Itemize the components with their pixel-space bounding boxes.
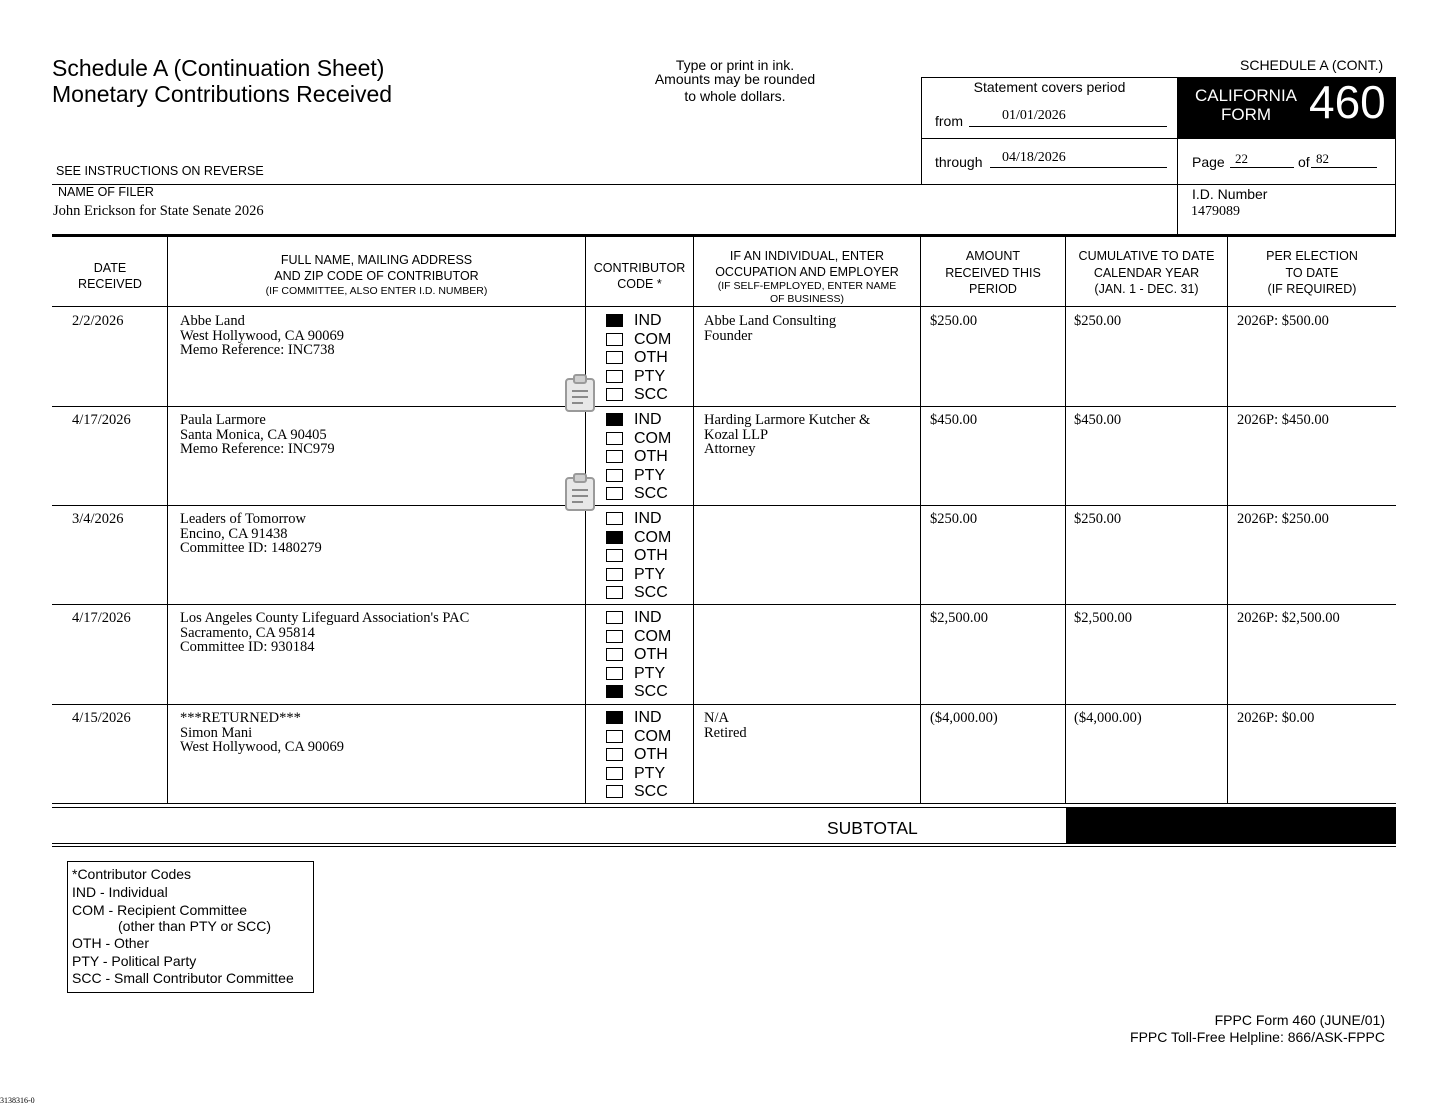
checkbox[interactable] (606, 370, 623, 383)
code-option-oth[interactable]: OTH (606, 546, 686, 565)
page-label: Page (1192, 154, 1225, 170)
row-per-election[interactable]: 2026P: $2,500.00 (1237, 610, 1340, 626)
row-per-election[interactable]: 2026P: $450.00 (1237, 412, 1329, 428)
checkbox[interactable] (606, 611, 623, 624)
checkbox-checked[interactable] (606, 711, 623, 724)
row-cumulative[interactable]: $250.00 (1074, 511, 1122, 527)
subtotal-blackout (1066, 808, 1396, 843)
code-option-ind[interactable]: IND (606, 311, 686, 330)
row-contributor[interactable]: Los Angeles County Lifeguard Association's PAC Sacramento, CA 95814 Committee ID: 930184 (180, 610, 470, 655)
code-option-com[interactable]: COM (606, 627, 686, 646)
code-option-com[interactable]: COM (606, 528, 686, 547)
code-option-ind[interactable]: IND (606, 509, 686, 528)
checkbox[interactable] (606, 767, 623, 780)
row-occupation[interactable]: Abbe Land Consulting Founder (704, 313, 837, 344)
checkbox[interactable] (606, 648, 623, 661)
code-option-com[interactable]: COM (606, 330, 686, 349)
checkbox[interactable] (606, 730, 623, 743)
form-subtitle: Monetary Contributions Received (52, 81, 393, 107)
checkbox[interactable] (606, 568, 623, 581)
contributor-code-group[interactable] (606, 608, 686, 701)
contributor-code-group[interactable] (606, 708, 686, 801)
code-option-pty[interactable]: PTY (606, 764, 686, 783)
row-amount[interactable]: $450.00 (930, 412, 978, 428)
contributor-code-group[interactable] (606, 311, 686, 404)
row-cumulative[interactable]: $2,500.00 (1074, 610, 1132, 626)
checkbox[interactable] (606, 748, 623, 761)
code-option-pty[interactable]: PTY (606, 367, 686, 386)
checkbox[interactable] (606, 450, 623, 463)
contributor-code-group[interactable] (606, 509, 686, 602)
header-cumulative: CUMULATIVE TO DATE CALENDAR YEAR (JAN. 1 - DEC. 31) (1078, 249, 1215, 296)
code-option-oth[interactable]: OTH (606, 348, 686, 367)
row-occupation[interactable]: N/A Retired (704, 710, 747, 741)
row-occupation[interactable]: Harding Larmore Kutcher & Kozal LLP Attorney (704, 412, 871, 457)
row-per-election[interactable]: 2026P: $500.00 (1237, 313, 1329, 329)
code-option-oth[interactable]: OTH (606, 745, 686, 764)
schedule-label: SCHEDULE A (CONT.) (1240, 57, 1384, 73)
document-id: 3138316-0 (0, 1096, 35, 1105)
checkbox[interactable] (606, 785, 623, 798)
header-occupation: IF AN INDIVIDUAL, ENTER OCCUPATION AND EMPLOYER (IF SELF-EMPLOYED, ENTER NAME OF BUSINESS) (715, 249, 899, 305)
checkbox[interactable] (606, 469, 623, 482)
row-date[interactable]: 4/17/2026 (72, 610, 131, 626)
row-amount[interactable]: $250.00 (930, 511, 978, 527)
checkbox[interactable] (606, 512, 623, 525)
row-date[interactable]: 3/4/2026 (72, 511, 124, 527)
checkbox-checked[interactable] (606, 314, 623, 327)
from-date-value: 01/01/2026 (1002, 108, 1066, 123)
code-option-oth[interactable]: OTH (606, 645, 686, 664)
checkbox-checked[interactable] (606, 531, 623, 544)
checkbox-checked[interactable] (606, 685, 623, 698)
checkbox[interactable] (606, 351, 623, 364)
clipboard-icon[interactable] (563, 373, 597, 413)
header-date: DATE RECEIVED (78, 261, 142, 291)
checkbox[interactable] (606, 667, 623, 680)
clipboard-icon[interactable] (563, 472, 597, 512)
row-contributor[interactable]: Leaders of Tomorrow Encino, CA 91438 Committee ID: 1480279 (180, 511, 322, 556)
code-option-pty[interactable]: PTY (606, 565, 686, 584)
row-amount[interactable]: $2,500.00 (930, 610, 988, 626)
filer-name-value[interactable]: John Erickson for State Senate 2026 (53, 203, 264, 219)
code-option-com[interactable]: COM (606, 429, 686, 448)
code-option-ind[interactable]: IND (606, 410, 686, 429)
page-total-value: 82 (1316, 151, 1329, 166)
subtotal-label: SUBTOTAL (827, 818, 918, 838)
row-per-election[interactable]: 2026P: $0.00 (1237, 710, 1315, 726)
row-cumulative[interactable]: $450.00 (1074, 412, 1122, 428)
row-contributor[interactable]: Abbe Land West Hollywood, CA 90069 Memo Reference: INC738 (180, 313, 344, 358)
checkbox[interactable] (606, 487, 623, 500)
code-option-pty[interactable]: PTY (606, 466, 686, 485)
row-per-election[interactable]: 2026P: $250.00 (1237, 511, 1329, 527)
form-title: Schedule A (Continuation Sheet) (52, 55, 385, 81)
code-option-pty[interactable]: PTY (606, 664, 686, 683)
contributor-codes-legend: *Contributor Codes IND - Individual COM - Recipient Committee (other than PTY or SCC) OTH - Other PTY - Political Party SCC - Small Contributor Committee (67, 861, 314, 993)
badge-number: 460 (1309, 76, 1386, 128)
row-date[interactable]: 4/17/2026 (72, 412, 131, 428)
code-option-scc[interactable]: SCC (606, 583, 686, 602)
page-of-label: of (1298, 154, 1310, 170)
page-number-value: 22 (1235, 151, 1248, 166)
through-label: through (935, 154, 983, 170)
checkbox[interactable] (606, 333, 623, 346)
code-option-scc[interactable]: SCC (606, 682, 686, 701)
row-cumulative[interactable]: $250.00 (1074, 313, 1122, 329)
code-option-scc[interactable]: SCC (606, 484, 686, 503)
id-number-label: I.D. Number (1192, 186, 1268, 202)
row-contributor[interactable]: Paula Larmore Santa Monica, CA 90405 Memo Reference: INC979 (180, 412, 335, 457)
row-contributor[interactable]: ***RETURNED*** Simon Mani West Hollywood, CA 90069 (180, 710, 344, 755)
code-option-scc[interactable]: SCC (606, 385, 686, 404)
statement-period-label: Statement covers period (973, 79, 1126, 95)
header-amount: AMOUNT RECEIVED THIS PERIOD (945, 249, 1041, 296)
ink-instructions: Type or print in ink. Amounts may be rounded to whole dollars. (654, 57, 816, 104)
checkbox[interactable] (606, 388, 623, 401)
footer-info: FPPC Form 460 (JUNE/01) FPPC Toll-Free Helpline: 866/ASK-FPPC (1130, 1012, 1385, 1045)
header-per-election: PER ELECTION TO DATE (IF REQUIRED) (1266, 249, 1358, 296)
row-date[interactable]: 2/2/2026 (72, 313, 124, 329)
row-date[interactable]: 4/15/2026 (72, 710, 131, 726)
through-date-value: 04/18/2026 (1002, 150, 1066, 165)
header-code: CONTRIBUTOR CODE * (593, 261, 686, 291)
code-option-com[interactable]: COM (606, 727, 686, 746)
checkbox-checked[interactable] (606, 413, 623, 426)
row-amount[interactable]: $250.00 (930, 313, 978, 329)
code-option-scc[interactable]: SCC (606, 782, 686, 801)
id-number-value[interactable]: 1479089 (1191, 204, 1240, 219)
checkbox[interactable] (606, 432, 623, 445)
code-option-oth[interactable]: OTH (606, 447, 686, 466)
header-contributor: FULL NAME, MAILING ADDRESS AND ZIP CODE OF CONTRIBUTOR (IF COMMITTEE, ALSO ENTER I.D. NUMBER) (265, 253, 488, 297)
checkbox[interactable] (606, 549, 623, 562)
contributor-code-group[interactable] (606, 410, 686, 503)
from-label: from (935, 113, 963, 129)
row-amount[interactable]: ($4,000.00) (930, 710, 998, 726)
filer-name-label: NAME OF FILER (58, 185, 154, 199)
row-cumulative[interactable]: ($4,000.00) (1074, 710, 1142, 726)
see-instructions: SEE INSTRUCTIONS ON REVERSE (56, 164, 264, 178)
from-date-field[interactable] (969, 106, 1167, 127)
code-option-ind[interactable]: IND (606, 708, 686, 727)
checkbox[interactable] (606, 630, 623, 643)
code-option-ind[interactable]: IND (606, 608, 686, 627)
checkbox[interactable] (606, 586, 623, 599)
badge-state: CALIFORNIA FORM (1194, 86, 1298, 124)
table-top-rule (52, 234, 1396, 237)
